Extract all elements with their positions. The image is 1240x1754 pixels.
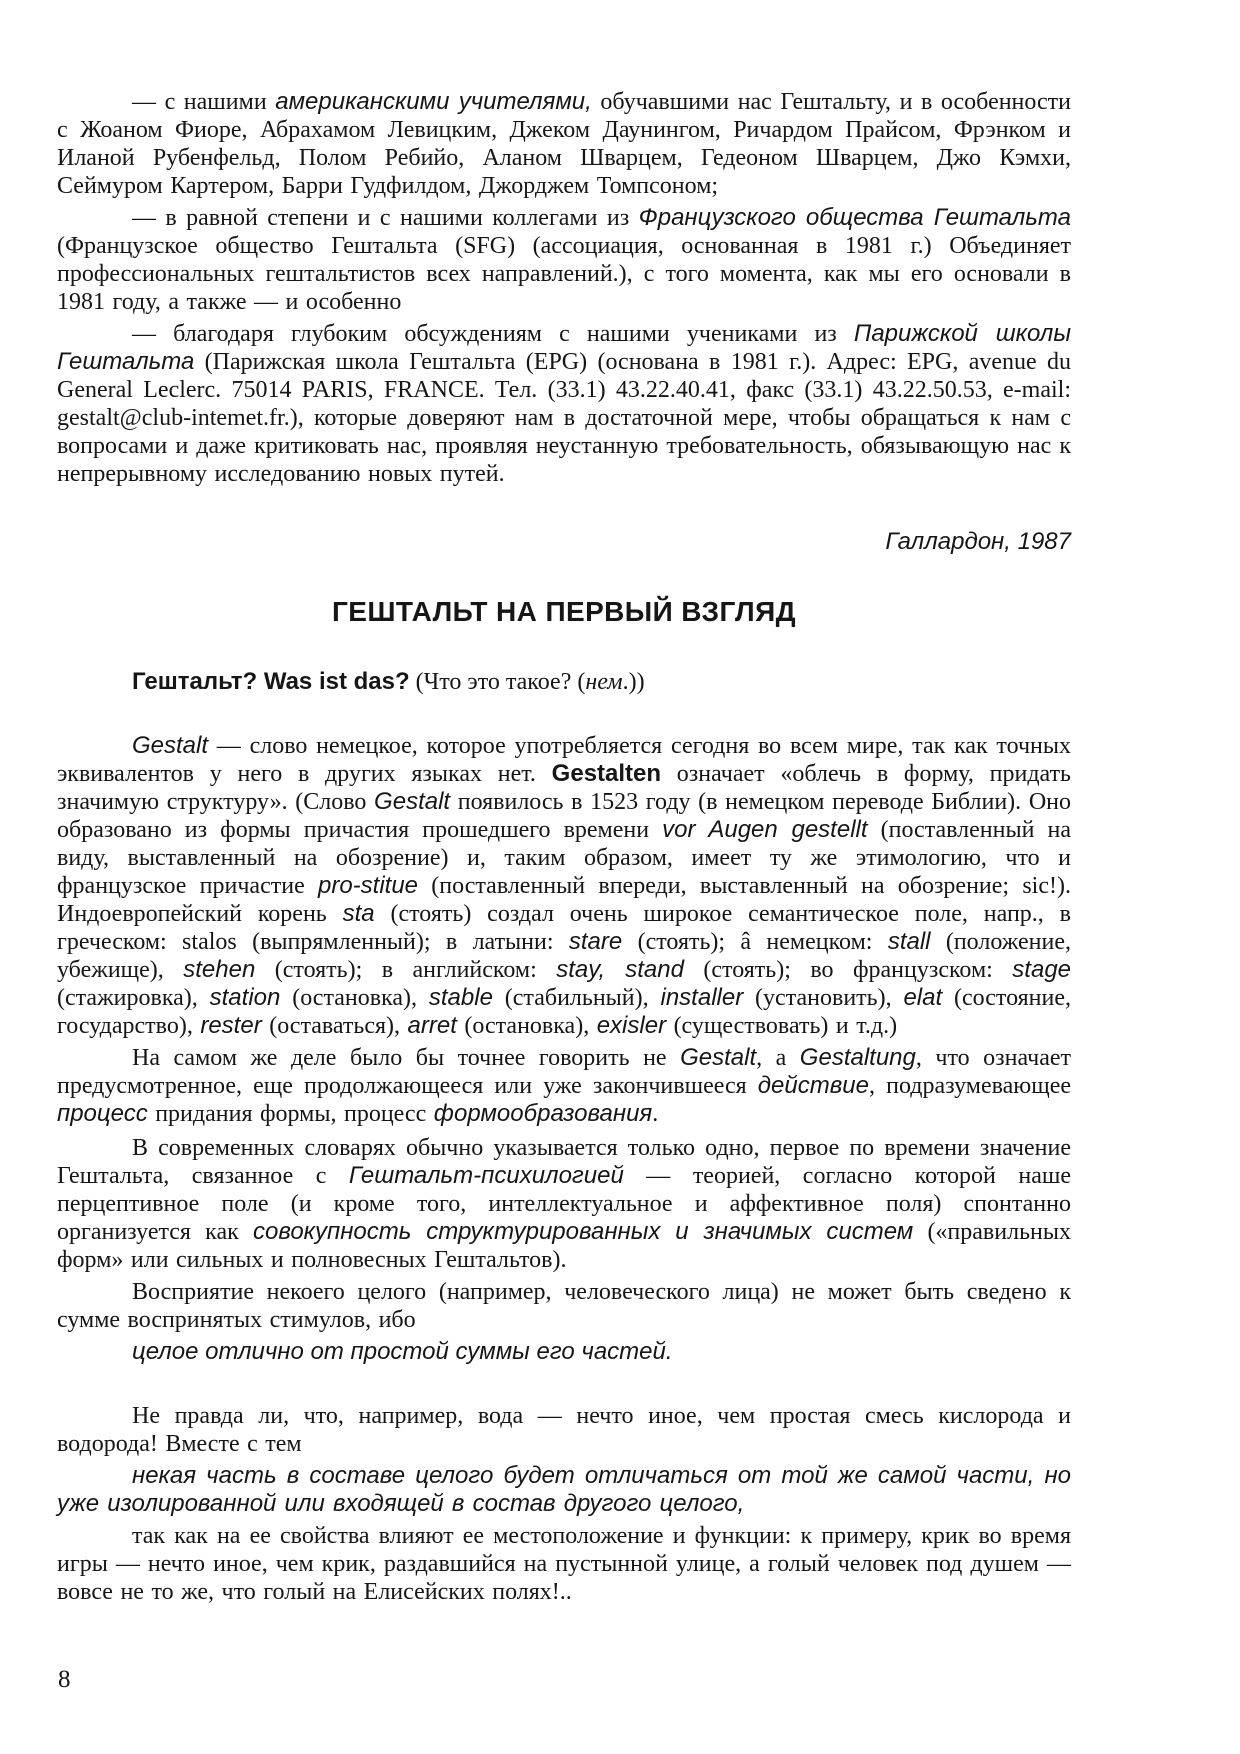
text-run: (установить), bbox=[743, 985, 904, 1011]
text-run: (поставленный впереди, выставленный на обозрение; sic!). Индоевропейский корень bbox=[57, 873, 1071, 927]
text-run: pro-stitue bbox=[317, 872, 419, 899]
text-run: действие bbox=[757, 1072, 869, 1099]
text-run: stay, stand bbox=[556, 956, 684, 983]
text-run: ГЕШТАЛЬТ НА ПЕРВЫЙ ВЗГЛЯД bbox=[332, 596, 796, 627]
text-run: Gestalten bbox=[551, 760, 662, 787]
text-run: (стоять); во французском: bbox=[683, 957, 1013, 983]
text-run: (Что это такое? ( bbox=[409, 669, 586, 695]
text-run: (остановка), bbox=[456, 1013, 597, 1039]
paragraph bbox=[57, 204, 1071, 316]
text-run: stehen bbox=[183, 956, 256, 983]
text-run: придания формы, процесс bbox=[147, 1101, 434, 1127]
text-run: формообразования bbox=[433, 1100, 653, 1127]
text-run: stare bbox=[568, 928, 623, 955]
text-run: Gestalt bbox=[374, 788, 451, 815]
text-run: (Французское общество Гештальта (SFG) (ассоциация, основанная в 1981 г.) Объединяет профессиональных гештальтистов всех направлений.), с того момента, как мы его основали в 1981 году, а также — и особенно bbox=[57, 233, 1071, 315]
paragraph bbox=[57, 1134, 1071, 1274]
text-run: (существовать) и т.д.) bbox=[666, 1013, 898, 1039]
text-run: целое отлично от простой суммы его частей. bbox=[132, 1338, 673, 1365]
text-run: (оставаться), bbox=[261, 1013, 408, 1039]
text-run: , что означает предусмотренное, еще продолжающееся или уже закончившееся bbox=[57, 1045, 1072, 1099]
text-run: Не правда ли, что, например, вода — нечто иное, чем простая смесь кислорода и водорода! Вместе с тем bbox=[57, 1403, 1071, 1457]
text-run: , а bbox=[756, 1045, 800, 1071]
text-run: Французского общества Гештальта bbox=[638, 204, 1071, 231]
text-run: совокупность структурированных и значимых систем bbox=[252, 1218, 914, 1245]
text-run: (состояние, государство), bbox=[57, 985, 1072, 1039]
text-run: Гештальт-психилогией bbox=[348, 1162, 624, 1189]
paragraph bbox=[57, 1278, 1071, 1334]
text-run: sta bbox=[342, 900, 375, 927]
text-run: означает «облечь в форму, придать значимую структуру». (Слово bbox=[57, 761, 1071, 815]
text-run: Gestaltung bbox=[799, 1044, 916, 1071]
text-run: installer bbox=[660, 984, 744, 1011]
text-run: station bbox=[209, 984, 281, 1011]
text-run: Gestalt bbox=[132, 732, 209, 759]
text-run: — теорией, согласно которой наше перцептивное поле (и кроме того, интеллектуальное и аффективное поля) спонтанно организуется как bbox=[57, 1163, 1071, 1245]
text-run: появилось в 1523 году (в немецком переводе Библии). Оно образовано из формы причастия прошедшего времени bbox=[57, 789, 1071, 843]
text-run: .)) bbox=[622, 669, 645, 695]
paragraph bbox=[57, 1044, 1071, 1128]
text-run: stall bbox=[887, 928, 931, 955]
text-run: так как на ее свойства влияют ее местоположение и функции: к примеру, крик во время игры — нечто иное, чем крик, раздавшийся на пустынной улице, а голый человек под душем — вовсе не то же, что голый на Елисейских полях!.. bbox=[57, 1523, 1071, 1605]
text-run: elat bbox=[903, 984, 943, 1011]
text-run: . bbox=[652, 1101, 659, 1127]
text-run: vor Augen gestellt bbox=[662, 816, 868, 843]
text-run: обучавшими нас Гештальту, и в особенности с Жоаном Фиоре, Абрахамом Левицким, Джеком Даунингом, Ричардом Прайсом, Фрэнком и Иланой Рубенфельд, Полом Ребийо, Аланом Шварцем, Гедеоном Шварцем, Джо Кэмхи, Сеймуром Картером, Барри Гудфилдом, Джорджем Томпсоном; bbox=[57, 89, 1071, 199]
text-run: (стажировка), bbox=[57, 985, 210, 1011]
text-run: (стабильный), bbox=[492, 985, 661, 1011]
paragraph bbox=[57, 1522, 1071, 1606]
text-run: (стоять); в английском: bbox=[255, 957, 557, 983]
text-run: Гештальт? Was ist das? bbox=[132, 668, 410, 695]
text-run: (стоять); â немецком: bbox=[622, 929, 888, 955]
text-run: arret bbox=[407, 1012, 457, 1039]
text-run: stable bbox=[428, 984, 493, 1011]
paragraph bbox=[57, 88, 1071, 200]
text-run: exisler bbox=[596, 1012, 667, 1039]
text-run: rester bbox=[200, 1012, 262, 1039]
text-run: американскими учителями, bbox=[275, 88, 592, 115]
page-number: 8 bbox=[58, 1666, 71, 1693]
text-run: — благодаря глубоким обсуждениям с нашими учениками из bbox=[132, 321, 854, 347]
text-run: (Парижская школа Гештальта (EPG) (основана в 1981 г.). Адрес: EPG, avenue du General Leclerc. 75014 PARIS, FRANCE. Тел. (33.1) 43.22.40.41, факс (33.1) 43.22.50.53, e-mail: gestalt@club-intemet.fr.), которые доверяют нам в достаточной мере, чтобы обращаться к нам с вопросами и даже критиковать нас, проявляя неустанную требовательность, обязывающую нас к непрерывному исследованию новых путей. bbox=[57, 349, 1071, 487]
text-run: («правильных форм» или сильных и полновесных Гештальтов). bbox=[57, 1219, 1071, 1273]
text-run: процесс bbox=[57, 1100, 148, 1127]
text-run: В современных словарях обычно указывается только одно, первое по времени значение Гештальта, связанное с bbox=[57, 1135, 1071, 1189]
text-run: Восприятие некоего целого (например, человеческого лица) не может быть сведено к сумме воспринятых стимулов, ибо bbox=[57, 1279, 1071, 1333]
text-run: — слово немецкое, которое употребляется сегодня во всем мире, так как точных эквивалентов у него в других языках нет. bbox=[57, 733, 1071, 787]
text-run: stage bbox=[1012, 956, 1072, 983]
attribution-line bbox=[57, 528, 1071, 556]
text-run: (положение, убежище), bbox=[57, 929, 1072, 983]
text-run: На самом же деле было бы точнее говорить не bbox=[132, 1045, 681, 1071]
text-run: Парижской школы Гештальта bbox=[57, 320, 1071, 375]
text-run: Галлардон, 1987 bbox=[885, 528, 1071, 555]
text-run: (поставленный на виду, выставленный на обозрение) и, таким образом, имеет ту же этимологию, что и французское причастие bbox=[57, 817, 1071, 899]
paragraph bbox=[57, 320, 1071, 488]
text-run: (стоять) создал очень широкое семантическое поле, напр., в греческом: stalos (выпрямленный); в латыни: bbox=[57, 901, 1071, 955]
text-run: , подразумевающее bbox=[868, 1073, 1071, 1099]
section-heading bbox=[57, 596, 1071, 628]
text-run: — в равной степени и с нашими коллегами из bbox=[132, 205, 639, 231]
text-run: нем bbox=[585, 669, 623, 695]
text-run: Gestalt bbox=[680, 1044, 757, 1071]
text-run: — с нашими bbox=[132, 89, 276, 115]
paragraph bbox=[57, 732, 1071, 1040]
quote-line bbox=[57, 1338, 1071, 1366]
text-run: некая часть в составе целого будет отличаться от той же самой части, но уже изолированной или входящей в состав другого целого, bbox=[57, 1462, 1071, 1517]
subheading bbox=[57, 668, 1071, 696]
quote-paragraph bbox=[57, 1462, 1071, 1518]
paragraph bbox=[57, 1402, 1071, 1458]
text-run: (остановка), bbox=[280, 985, 429, 1011]
document-content bbox=[57, 88, 1071, 1610]
